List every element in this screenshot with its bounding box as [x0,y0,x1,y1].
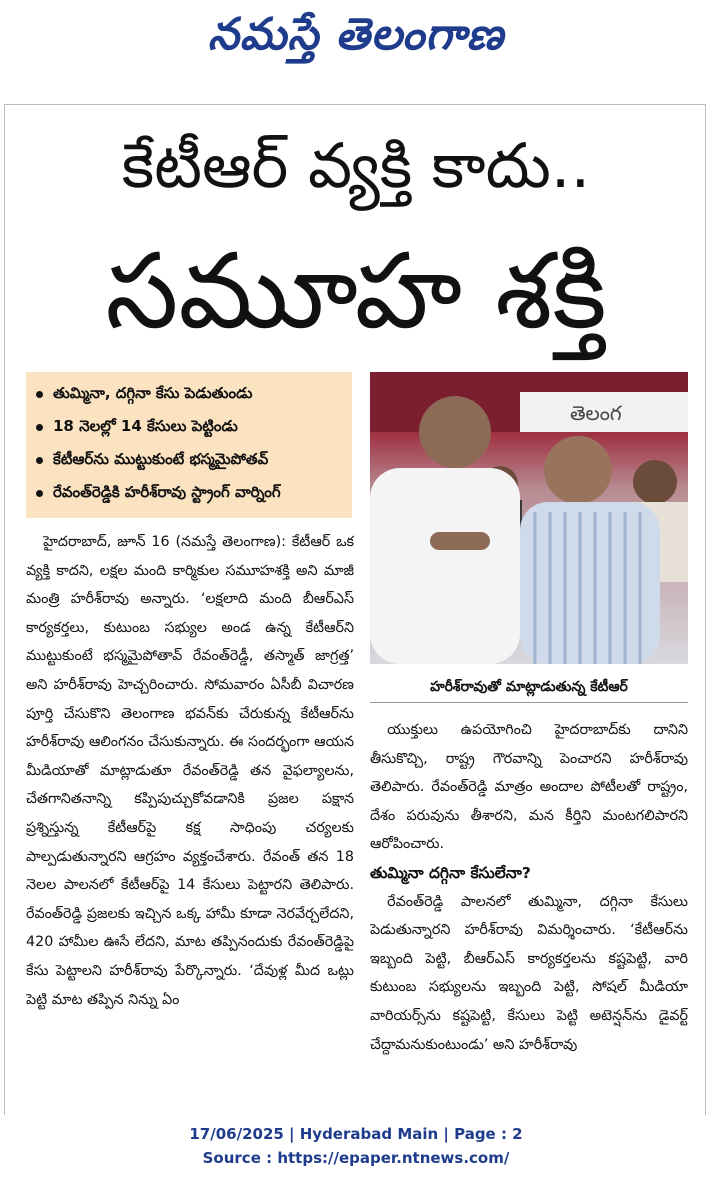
photo-caption: హరీశ్‌రావుతో మాట్లాడుతున్న కేటీఆర్ [370,674,688,703]
article-paragraph: హైదరాబాద్, జూన్ 16 (నమస్తే తెలంగాణ): కేటీఆర్ ఒక వ్యక్తి కాదని, లక్షల మంది కార్మికుల సమూహశక్తి అని మాజీ మంత్రి హరీశ్‌రావు అన్నారు. ‘లక్షలాది మంది బీఆర్‌ఎస్ కార్యకర్తలు, కుటుంబ సభ్యుల అండ ఉన్న కేటీఆర్‌ని ముట్టుకుంటే భస్మమైపోతావ్ రేవంత్‌రెడ్డీ, తస్మాత్ జాగ్రత్త’ అని హరీశ్‌రావు హెచ్చరించారు. సోమవారం ఏసీబీ విచారణ పూర్తి చేసుకొని తెలంగాణ భవన్‌కు చేరుకున్న కేటీఆర్‌ను హరీశ్‌రావు ఆలింగనం చేసుకున్నారు. ఈ సందర్భంగా ఆయన మీడియాతో మాట్లాడుతూ రేవంత్‌రెడ్డి తన వైఫల్యాలను, చేతగానితనాన్ని కప్పిపుచ్చుకోవడానికి ప్రజల పక్షాన ప్రశ్నిస్తున్న కేటీఆర్‌పై కక్ష సాధింపు చర్యలకు పాల్పడుతున్నారని ఆగ్రహం వ్యక్తంచేశారు. రేవంత్ తన 18 నెలల పాలనలో కేటీఆర్‌పై 14 కేసులు పెట్టారని తెలిపారు. రేవంత్‌రెడ్డి ప్రజలకు ఇచ్చిన ఒక్క హామీ కూడా నెరవేర్చలేదని, 420 హామీల ఊసే లేదని, మాట తప్పినందుకు రేవంత్‌రెడ్డిపై కేసు పెట్టాలని హరీశ్‌రావు పేర్కొన్నారు. ‘దేవుళ్ల మీద ఒట్లు పెట్టి మాట తప్పిన నిన్ను ఏం [26,534,354,1008]
photo-banner-text: తెలంగ [570,401,622,425]
footer-source-link[interactable]: Source : https://epaper.ntnews.com/ [202,1149,510,1167]
newspaper-masthead [0,0,712,80]
highlight-item [32,444,346,477]
highlight-text: కేటీఆర్‌ను ముట్టుకుంటే భస్మమైపోతవ్ [53,449,269,468]
highlight-item [32,378,346,411]
bullet-icon [36,490,43,497]
headline-line-2: సమూహ శక్తి [105,230,607,352]
article-column-right [370,716,688,1110]
highlight-text: 18 నెలల్లో 14 కేసులు పెట్టిండు [53,416,238,435]
news-photo [370,372,688,664]
highlight-text: తుమ్మినా, దగ్గినా కేసు పెడుతుండు [53,383,253,402]
highlight-item [32,411,346,444]
highlights-box [26,372,352,518]
headline-line-1: కేటీఆర్ వ్యక్తి కాదు.. [121,129,591,202]
article-paragraph: రేవంత్‌రెడ్డి పాలనలో తుమ్మినా, దగ్గినా కేసులు పెడుతున్నారని హరీశ్‌రావు విమర్శించారు. ‘కేటీఆర్‌ను ఇబ్బంది పెట్టి, బీఆర్‌ఎస్ కార్యకర్తలను కష్టపెట్టి, వారి కుటుంబ సభ్యులను ఇబ్బంది పెట్టి, సోషల్ మీడియా వారియర్స్‌ను కష్టపెట్టి, కేసులు పెట్టి అటెన్షన్‌ను డైవర్ట్ చేద్దామనుకుంటుండు’ అని హరీశ్‌రావు [370,893,688,1053]
article-subheading: తుమ్మినా దగ్గినా కేసులేనా? [370,863,531,882]
footer-date-edition: 17/06/2025 | Hyderabad Main | Page : 2 [189,1125,523,1143]
masthead-title: నమస్తే తెలంగాణ [207,9,505,60]
highlight-text: రేవంత్‌రెడ్డికి హరీశ్‌రావు స్ట్రాంగ్ వార్నింగ్ [53,482,281,501]
highlight-item [32,477,346,510]
bullet-icon [36,391,43,398]
article-column-left [26,528,354,1110]
page-footer [0,1122,712,1170]
bullet-icon [36,457,43,464]
bullet-icon [36,424,43,431]
news-photo-illustration [370,372,688,664]
article-paragraph: యుక్తులు ఉపయోగించి హైదరాబాద్‌కు దానిని తీసుకొచ్చి, రాష్ట్ర గౌరవాన్ని పెంచారని హరీశ్‌రావు తెలిపారు. రేవంత్‌రెడ్డి మాత్రం అందాల పోటీలతో రాష్ట్రం, దేశం పరువును తీశారని, మన కీర్తిని మంటగలిపారని ఆరోపించారు. [370,722,688,853]
